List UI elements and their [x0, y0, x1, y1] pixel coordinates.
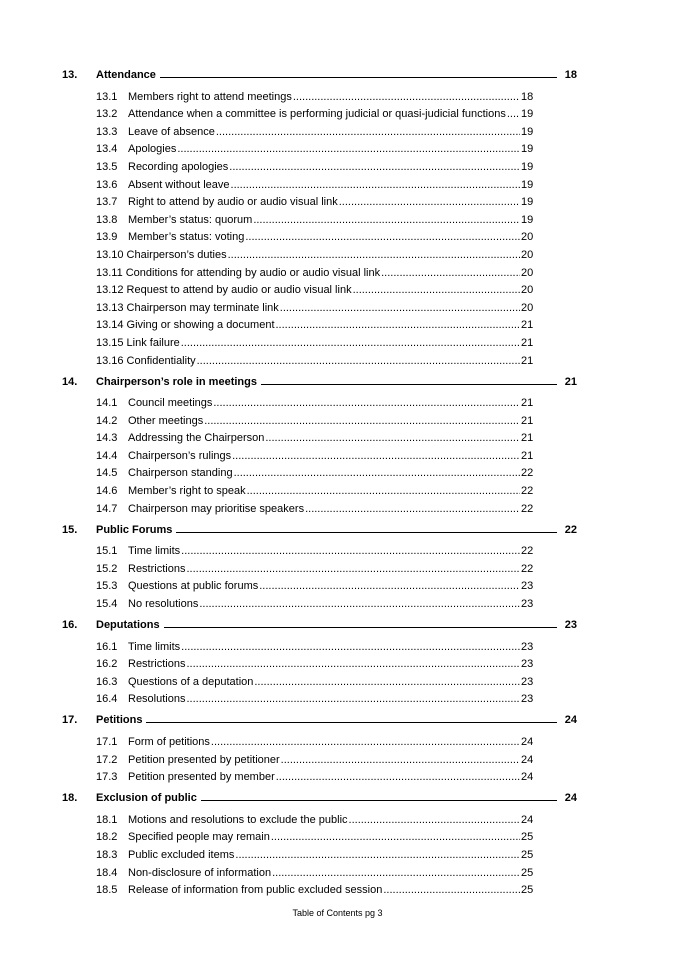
- entry-dot-leader: [229, 161, 520, 173]
- entry-dot-leader: [235, 849, 520, 861]
- toc-section: [62, 371, 577, 519]
- toc-section: [62, 787, 577, 896]
- entry-page: 19: [521, 108, 534, 121]
- entry-title: Link failure: [126, 336, 180, 349]
- toc-entry[interactable]: [96, 808, 533, 826]
- entry-title: Questions of a deputation: [128, 675, 254, 688]
- entry-page: 20: [521, 266, 534, 279]
- entry-number: 14.5: [96, 467, 118, 480]
- entry-title: Specified people may remain: [128, 831, 270, 844]
- entry-title: Recording apologies: [128, 160, 229, 173]
- toc-entry[interactable]: [96, 688, 533, 706]
- entry-dot-leader: [305, 503, 520, 515]
- entry-page: 20: [521, 284, 534, 297]
- entry-number: 15.4: [96, 598, 118, 611]
- section-number: 16.: [62, 619, 78, 632]
- entry-title: Release of information from public excluded session: [128, 884, 383, 897]
- entry-page: 25: [521, 884, 534, 897]
- entry-page: 21: [521, 432, 534, 445]
- entry-number: 14.2: [96, 414, 118, 427]
- entry-number: 14.4: [96, 449, 118, 462]
- entry-number: 17.2: [96, 753, 118, 766]
- entry-dot-leader: [265, 432, 520, 444]
- entry-number: 13.15: [96, 336, 124, 349]
- toc-entry[interactable]: [96, 540, 533, 558]
- entry-dot-leader: [383, 884, 520, 896]
- entry-title: Form of petitions: [128, 736, 210, 748]
- entry-dot-leader: [339, 196, 520, 208]
- entry-title: Time limits: [128, 640, 181, 653]
- entry-page: 20: [521, 301, 534, 314]
- entry-page: 19: [521, 178, 534, 191]
- entry-page: 20: [521, 231, 534, 244]
- toc-entry[interactable]: [96, 279, 533, 297]
- section-title: Petitions: [96, 714, 143, 727]
- entry-number: 13.8: [96, 213, 118, 226]
- entry-page: 19: [521, 213, 534, 226]
- entry-number: 13.14: [96, 319, 124, 332]
- toc-entry[interactable]: [96, 653, 533, 671]
- toc-entry[interactable]: [96, 444, 533, 462]
- toc-section: [62, 709, 577, 787]
- entry-page: 24: [521, 753, 534, 766]
- entry-dot-leader: [228, 249, 520, 261]
- toc-entry[interactable]: [96, 392, 533, 410]
- section-leader-line: [164, 627, 557, 628]
- entry-dot-leader: [213, 397, 520, 409]
- entry-number: 16.3: [96, 675, 118, 688]
- section-leader-line: [146, 722, 557, 723]
- entry-number: 13.9: [96, 231, 118, 244]
- section-title: Public Forums: [96, 523, 173, 536]
- entry-page: 19: [521, 143, 534, 156]
- entry-page: 21: [521, 397, 534, 410]
- toc-entry[interactable]: [96, 314, 533, 332]
- entry-page: 24: [521, 736, 534, 748]
- entry-number: 13.5: [96, 160, 118, 173]
- entry-title: Restrictions: [128, 658, 186, 671]
- toc-entry[interactable]: [96, 331, 533, 349]
- section-page: 24: [564, 792, 577, 805]
- entry-dot-leader: [254, 676, 520, 688]
- section-leader-line: [261, 384, 557, 385]
- toc-section: [62, 614, 577, 709]
- entry-number: 13.13: [96, 301, 124, 314]
- entry-title: Chairperson’s duties: [126, 248, 227, 261]
- toc-entry[interactable]: [96, 226, 533, 244]
- entry-title: Council meetings: [128, 397, 213, 410]
- toc-entry[interactable]: [96, 103, 533, 121]
- entry-page: 23: [521, 675, 534, 688]
- section-title: Exclusion of public: [96, 792, 197, 805]
- section-page: 24: [564, 714, 577, 727]
- section-heading[interactable]: [62, 787, 577, 804]
- entry-page: 22: [521, 562, 534, 575]
- entry-dot-leader: [186, 658, 520, 670]
- toc-entry[interactable]: [96, 730, 533, 748]
- entry-title: Chairperson standing: [128, 467, 233, 480]
- entry-dot-leader: [234, 467, 520, 479]
- entry-title: Addressing the Chairperson: [128, 432, 265, 445]
- toc-entry[interactable]: [96, 670, 533, 688]
- entry-dot-leader: [281, 754, 520, 766]
- section-heading[interactable]: [62, 519, 577, 536]
- entry-number: 17.3: [96, 771, 118, 784]
- section-title: Chairperson’s role in meetings: [96, 375, 257, 388]
- entry-number: 15.1: [96, 545, 118, 558]
- entry-title: Attendance when a committee is performing judicial or quasi-judicial functions: [128, 108, 506, 121]
- entry-title: No resolutions: [128, 598, 199, 611]
- entry-page: 23: [521, 580, 534, 593]
- toc-entry[interactable]: [96, 261, 533, 279]
- toc-entry[interactable]: [96, 748, 533, 766]
- entry-number: 13.16: [96, 354, 124, 367]
- toc-section: [62, 64, 577, 371]
- entry-dot-leader: [186, 563, 520, 575]
- entry-dot-leader: [245, 231, 520, 243]
- entry-title: Member’s status: voting: [128, 231, 245, 244]
- toc-entry[interactable]: [96, 85, 533, 103]
- entry-dot-leader: [349, 814, 520, 826]
- toc-entry[interactable]: [96, 296, 533, 314]
- entry-title: Members right to attend meetings: [128, 90, 292, 103]
- entry-dot-leader: [381, 267, 520, 279]
- toc-entry[interactable]: [96, 191, 533, 209]
- toc-section: [62, 519, 577, 614]
- section-number: 18.: [62, 792, 78, 805]
- entry-number: 13.6: [96, 178, 118, 191]
- section-page: 21: [564, 375, 577, 388]
- entry-number: 14.7: [96, 502, 118, 515]
- entry-dot-leader: [197, 355, 520, 367]
- entry-dot-leader: [199, 598, 520, 610]
- entry-dot-leader: [231, 179, 520, 191]
- toc-entry[interactable]: [96, 635, 533, 653]
- entry-page: 23: [521, 658, 534, 671]
- section-heading[interactable]: [62, 371, 577, 388]
- entry-dot-leader: [204, 415, 520, 427]
- entry-dot-leader: [211, 736, 520, 748]
- section-page: 23: [564, 619, 577, 632]
- entry-dot-leader: [247, 485, 520, 497]
- entry-dot-leader: [276, 771, 520, 783]
- entry-page: 22: [521, 545, 534, 558]
- entry-dot-leader: [353, 284, 520, 296]
- section-number: 14.: [62, 375, 78, 388]
- entry-number: 16.2: [96, 658, 118, 671]
- toc-entry[interactable]: [96, 462, 533, 480]
- entry-title: Motions and resolutions to exclude the public: [128, 813, 348, 826]
- entry-dot-leader: [216, 126, 520, 138]
- entry-title: Member’s status: quorum: [128, 213, 253, 226]
- entry-page: 25: [521, 831, 534, 844]
- entry-title: Giving or showing a document: [126, 319, 275, 332]
- entry-page: 22: [521, 485, 534, 498]
- toc-entry[interactable]: [96, 557, 533, 575]
- entry-page: 25: [521, 848, 534, 861]
- entry-page: 20: [521, 248, 534, 261]
- entry-number: 13.10: [96, 248, 124, 261]
- entry-dot-leader: [280, 302, 520, 314]
- entry-number: 18.2: [96, 831, 118, 844]
- toc-entry[interactable]: [96, 575, 533, 593]
- section-leader-line: [201, 800, 557, 801]
- entry-number: 15.3: [96, 580, 118, 593]
- entry-title: Confidentiality: [126, 354, 196, 367]
- section-page: 22: [564, 523, 577, 536]
- toc-entry[interactable]: [96, 409, 533, 427]
- entry-page: 19: [521, 125, 534, 138]
- entry-title: Chairperson may terminate link: [126, 301, 279, 314]
- entry-title: Member’s right to speak: [128, 485, 246, 498]
- section-title: Deputations: [96, 619, 160, 632]
- entry-page: 24: [521, 771, 534, 784]
- entry-title: Absent without leave: [128, 178, 230, 191]
- section-number: 15.: [62, 523, 78, 536]
- section-page: 18: [564, 69, 577, 81]
- entry-number: 14.1: [96, 397, 118, 410]
- entry-title: Request to attend by audio or audio visual link: [126, 284, 352, 297]
- toc-entry[interactable]: [96, 243, 533, 261]
- entry-dot-leader: [177, 143, 520, 155]
- toc-entry[interactable]: [96, 861, 533, 879]
- entry-title: Petition presented by petitioner: [128, 753, 280, 766]
- entry-number: 16.4: [96, 693, 118, 706]
- entry-dot-leader: [271, 831, 520, 843]
- entry-dot-leader: [186, 693, 520, 705]
- entry-title: Chairperson may prioritise speakers: [128, 502, 305, 515]
- entry-number: 14.6: [96, 485, 118, 498]
- entry-title: Right to attend by audio or audio visual link: [128, 196, 338, 209]
- entry-number: 18.4: [96, 866, 118, 879]
- toc-entry[interactable]: [96, 497, 533, 515]
- entry-dot-leader: [276, 319, 521, 331]
- entry-number: 18.1: [96, 813, 118, 826]
- entry-title: Resolutions: [128, 693, 186, 706]
- entry-dot-leader: [293, 91, 520, 103]
- entry-title: Restrictions: [128, 562, 186, 575]
- entry-title: Public excluded items: [128, 848, 235, 861]
- toc-entry[interactable]: [96, 138, 533, 156]
- entry-number: 13.2: [96, 108, 118, 121]
- entry-dot-leader: [232, 450, 520, 462]
- toc-entry[interactable]: [96, 427, 533, 445]
- entry-number: 13.12: [96, 284, 124, 297]
- section-number: 17.: [62, 714, 78, 727]
- toc-entry[interactable]: [96, 826, 533, 844]
- entry-title: Apologies: [128, 143, 177, 156]
- entry-number: 16.1: [96, 640, 118, 653]
- section-heading[interactable]: [62, 64, 577, 81]
- entry-dot-leader: [272, 867, 520, 879]
- entry-page: 22: [521, 467, 534, 480]
- entry-dot-leader: [253, 214, 520, 226]
- section-leader-line: [176, 532, 557, 533]
- entry-number: 17.1: [96, 736, 118, 748]
- entry-title: Leave of absence: [128, 125, 215, 138]
- entry-title: Chairperson’s rulings: [128, 449, 232, 462]
- toc-entry[interactable]: [96, 766, 533, 784]
- entry-number: 14.3: [96, 432, 118, 445]
- entry-dot-leader: [181, 545, 520, 557]
- entry-title: Time limits: [128, 545, 181, 558]
- entry-dot-leader: [259, 580, 520, 592]
- entry-page: 21: [521, 336, 534, 349]
- section-heading[interactable]: [62, 709, 577, 726]
- entry-page: 25: [521, 866, 534, 879]
- entry-page: 19: [521, 160, 534, 173]
- entry-dot-leader: [507, 108, 520, 120]
- toc-entry[interactable]: [96, 155, 533, 173]
- entry-title: Non-disclosure of information: [128, 866, 272, 879]
- entry-dot-leader: [181, 641, 520, 653]
- entry-title: Petition presented by member: [128, 771, 275, 784]
- entry-page: 19: [521, 196, 534, 209]
- entry-number: 13.11: [96, 266, 123, 279]
- entry-number: 18.3: [96, 848, 118, 861]
- entry-page: 23: [521, 693, 534, 706]
- entry-page: 22: [521, 502, 534, 515]
- entry-number: 13.4: [96, 143, 118, 156]
- entry-page: 21: [521, 354, 534, 367]
- section-leader-line: [160, 77, 557, 78]
- toc-entry[interactable]: [96, 120, 533, 138]
- section-heading[interactable]: [62, 614, 577, 631]
- page-footer: Table of Contents pg 3: [292, 908, 383, 918]
- entry-page: 21: [521, 319, 534, 332]
- toc-entry[interactable]: [96, 208, 533, 226]
- entry-page: 23: [521, 640, 534, 653]
- toc-entry[interactable]: [96, 592, 533, 610]
- toc-entry[interactable]: [96, 173, 533, 191]
- entry-page: 21: [521, 414, 534, 427]
- entry-number: 18.5: [96, 884, 118, 897]
- entry-page: 24: [521, 813, 534, 826]
- entry-page: 18: [521, 90, 534, 103]
- entry-number: 13.7: [96, 196, 118, 209]
- entry-title: Conditions for attending by audio or audio visual link: [125, 266, 381, 279]
- section-title: Attendance: [96, 69, 156, 81]
- entry-page: 23: [521, 598, 534, 611]
- entry-number: 13.3: [96, 125, 118, 138]
- entry-dot-leader: [181, 337, 520, 349]
- entry-title: Questions at public forums: [128, 580, 259, 593]
- table-of-contents: [62, 64, 577, 896]
- toc-entry[interactable]: [96, 349, 533, 367]
- toc-entry[interactable]: [96, 843, 533, 861]
- toc-entry[interactable]: [96, 479, 533, 497]
- toc-entry[interactable]: [96, 879, 533, 897]
- entry-number: 13.1: [96, 90, 118, 103]
- entry-number: 15.2: [96, 562, 118, 575]
- entry-title: Other meetings: [128, 414, 204, 427]
- entry-page: 21: [521, 449, 534, 462]
- section-number: 13.: [62, 69, 78, 81]
